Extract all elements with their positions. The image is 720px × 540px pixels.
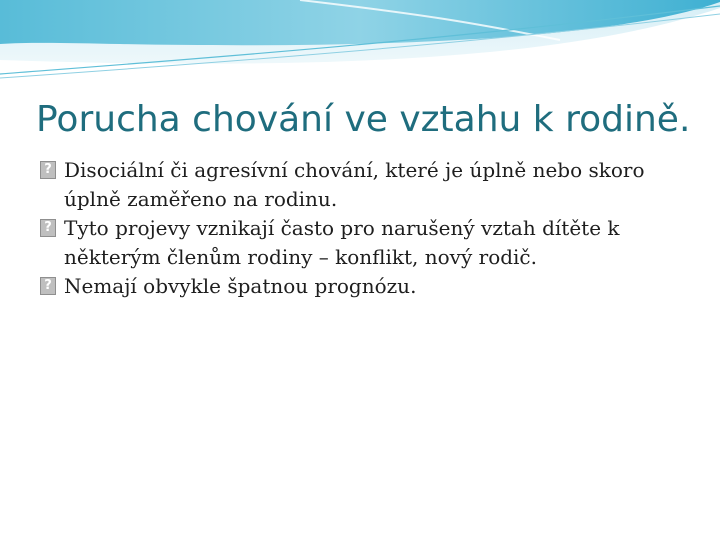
bullet-list <box>40 156 680 301</box>
missing-glyph-bullet-icon: ? <box>40 161 56 179</box>
bullet-item <box>40 214 680 272</box>
bullet-item <box>40 156 680 214</box>
missing-glyph-bullet-icon: ? <box>40 219 56 237</box>
decorative-wave-header <box>0 0 720 90</box>
bullet-text: Nemají obvykle špatnou prognózu. <box>64 274 417 298</box>
bullet-text: Tyto projevy vznikají často pro narušený vztah dítěte k některým členům rodiny – konflikt, nový rodič. <box>64 216 620 269</box>
bullet-text: Disociální či agresívní chování, které je úplně nebo skoro úplně zaměřeno na rodinu. <box>64 158 645 211</box>
missing-glyph-bullet-icon: ? <box>40 277 56 295</box>
slide-title: Porucha chování ve vztahu k rodině. <box>36 99 691 140</box>
bullet-item <box>40 272 680 301</box>
